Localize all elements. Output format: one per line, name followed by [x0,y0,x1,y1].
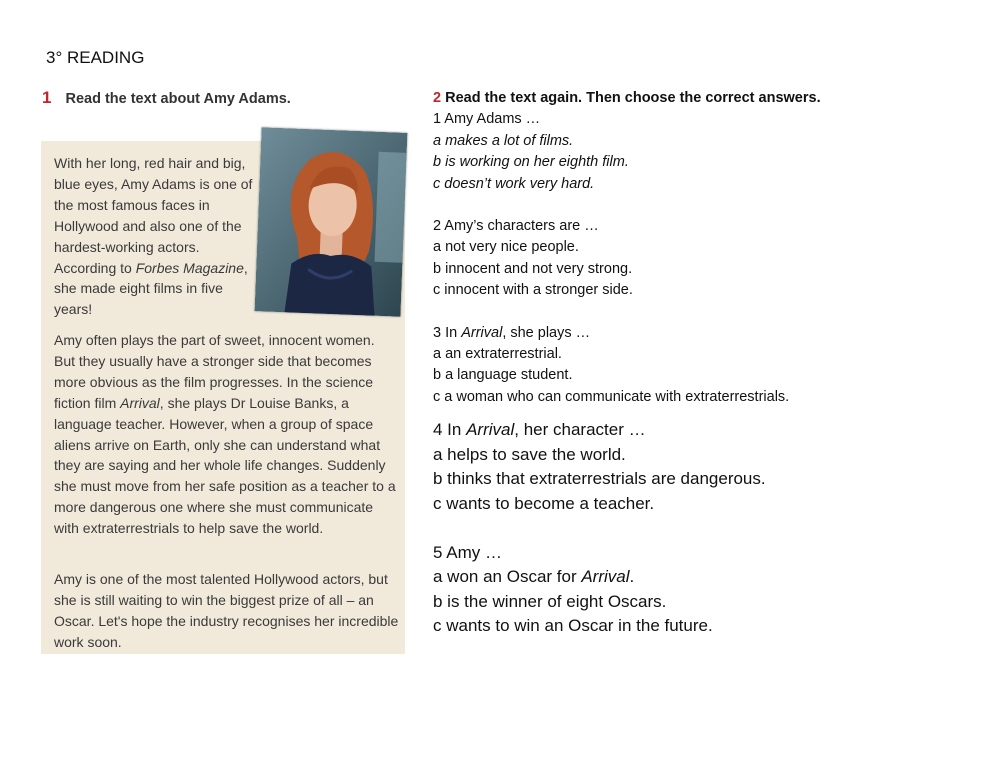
question-1-option-a: a makes a lot of films. [433,132,574,149]
question-5-stem: 5 Amy … [433,542,502,562]
question-5-option-c: c wants to win an Oscar in the future. [433,616,713,636]
portrait-photo-icon [255,127,408,316]
question-5-option-b: b is the winner of eight Oscars. [433,591,667,611]
reading-paragraph-2: Amy often plays the part of sweet, innocent women. But they usually have a stronger side that becomes more obvious as the film progresses. In the science fiction film Arrival, she plays Dr Louise Banks, a language teacher. However, when a group of space aliens arrive on Earth, only she can understand what they are saying and her whole life changes. Suddenly she must move from her safe position as a teacher to a more dangerous one where she must communicate with extraterrestrials to help save the world. [54,332,396,537]
question-4-stem: 4 In Arrival, her character … [433,420,646,440]
exercise-1-number: 1 [42,88,52,107]
question-3-option-a: a an extraterrestrial. [433,346,562,363]
question-1-stem: 1 Amy Adams … [433,111,541,128]
question-4-option-c: c wants to become a teacher. [433,493,655,513]
exercise-2 [433,88,993,639]
exercise-2-number: 2 [433,90,442,106]
exercise-2-instruction: Read the text again. Then choose the correct answers. [445,90,821,106]
exercise-1-heading [42,88,291,108]
reading-paragraph-3: Amy is one of the most talented Hollywood actors, but she is still waiting to win the biggest prize of all – an Oscar. Let's hope the industry recognises her incredible work soon. [54,571,399,650]
question-4-option-b: b thinks that extraterrestrials are dangerous. [433,469,766,489]
question-3-stem: 3 In Arrival, she plays … [433,324,591,341]
question-3-option-c: c a woman who can communicate with extraterrestrials. [433,388,790,405]
question-2-option-c: c innocent with a stronger side. [433,282,633,299]
exercise-2-heading [433,88,993,109]
exercise-1-instruction: Read the text about Amy Adams. [65,91,291,107]
page-heading: 3° READING [46,48,145,67]
question-5-option-a: a won an Oscar for Arrival. [433,567,635,587]
question-2-option-b: b innocent and not very strong. [433,260,633,277]
reading-paragraph-1: With her long, red hair and big, blue eyes, Amy Adams is one of the most famous faces in Hollywood and also one of the hardest-working actors. According to Forbes Magazine, she made eight films in five years! [54,155,253,318]
question-4-option-a: a helps to save the world. [433,444,626,464]
question-2-stem: 2 Amy’s characters are … [433,218,599,235]
question-3-option-b: b a language student. [433,367,573,384]
question-2-option-a: a not very nice people. [433,239,579,256]
question-1-option-c: c doesn’t work very hard. [433,175,595,192]
question-1-option-b: b is working on her eighth film. [433,154,629,171]
